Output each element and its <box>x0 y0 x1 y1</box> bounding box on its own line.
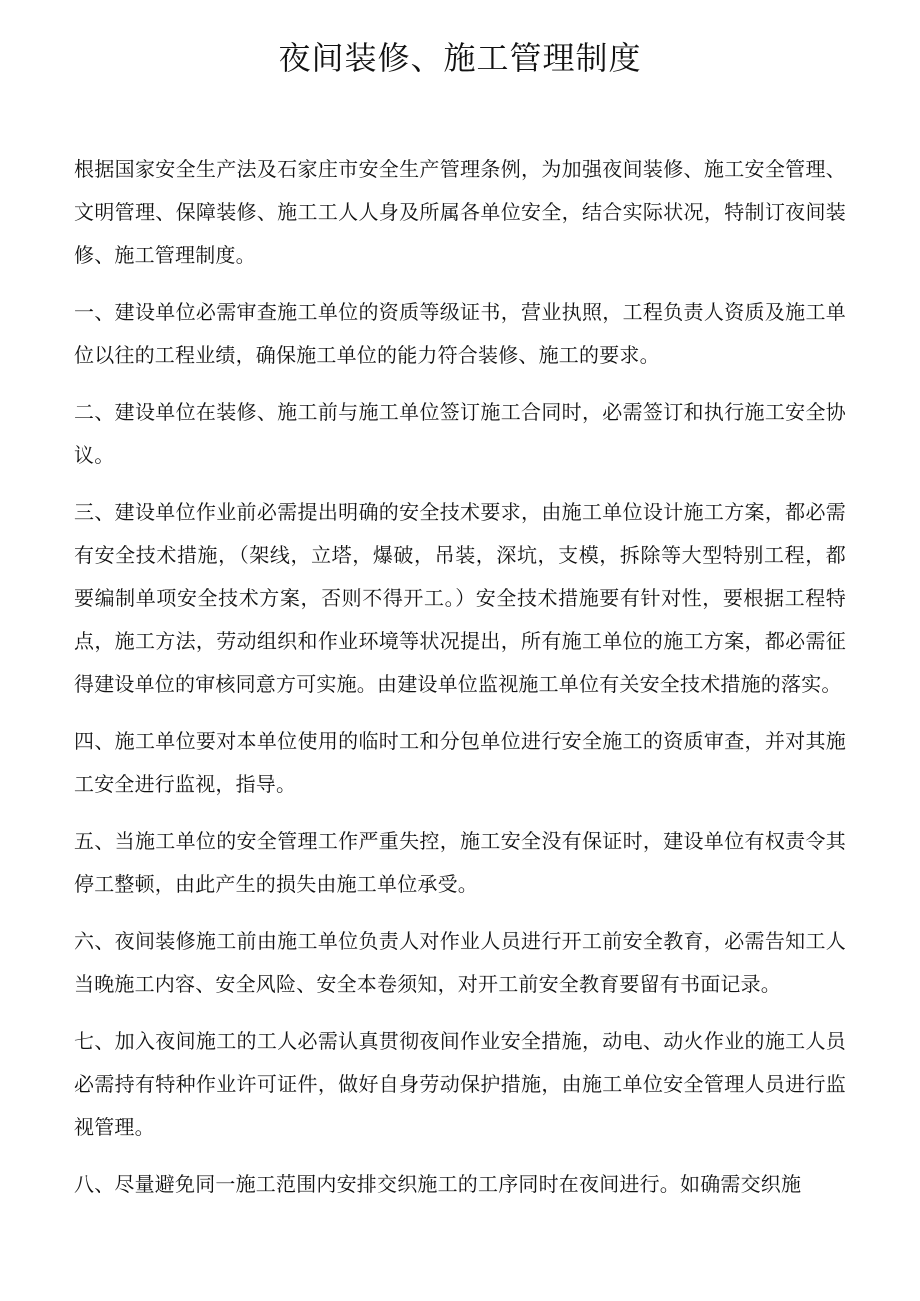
clause-2-paragraph: 二、建设单位在装修、施工前与施工单位签订施工合同时，必需签订和执行施工安全协议。 <box>74 400 846 467</box>
clause-5-paragraph: 五、当施工单位的安全管理工作严重失控，施工安全没有保证时，建设单位有权责令其停工整顿，由此产生的损失由施工单位承受。 <box>74 829 846 896</box>
clause-3-paragraph: 三、建设单位作业前必需提出明确的安全技术要求，由施工单位设计施工方案，都必需有安全技术措施，（架线，立塔，爆破，吊装，深坑，支模，拆除等大型特别工程，都要编制单项安全技术方案，否则不得开工。）安全技术措施要有针对性，要根据工程特点，施工方法，劳动组织和作业环境等状况提出，所有施工单位的施工方案，都必需征得建设单位的审核同意方可实施。由建设单位监视施工单位有关安全技术措施的落实。 <box>74 500 846 696</box>
clause-1-paragraph: 一、建设单位必需审查施工单位的资质等级证书，营业执照，工程负责人资质及施工单位以往的工程业绩，确保施工单位的能力符合装修、施工的要求。 <box>74 300 846 367</box>
clause-8-paragraph: 八、尽量避免同一施工范围内安排交织施工的工序同时在夜间进行。如确需交织施 <box>74 1172 802 1196</box>
clause-4-paragraph: 四、施工单位要对本单位使用的临时工和分包单位进行安全施工的资质审查，并对其施工安全进行监视，指导。 <box>74 729 846 796</box>
document-title: 夜间装修、施工管理制度 <box>278 39 642 77</box>
intro-paragraph: 根据国家安全生产法及石家庄市安全生产管理条例，为加强夜间装修、施工安全管理、文明管理、保障装修、施工工人人身及所属各单位安全，结合实际状况，特制订夜间装修、施工管理制度。 <box>74 157 846 267</box>
clause-6-paragraph: 六、夜间装修施工前由施工单位负责人对作业人员进行开工前安全教育，必需告知工人当晚施工内容、安全风险、安全本卷须知，对开工前安全教育要留有书面记录。 <box>74 929 846 996</box>
document-body <box>74 148 846 1206</box>
clause-7-paragraph: 七、加入夜间施工的工人必需认真贯彻夜间作业安全措施，动电、动火作业的施工人员必需持有特种作业许可证件，做好自身劳动保护措施，由施工单位安全管理人员进行监视管理。 <box>74 1029 846 1139</box>
